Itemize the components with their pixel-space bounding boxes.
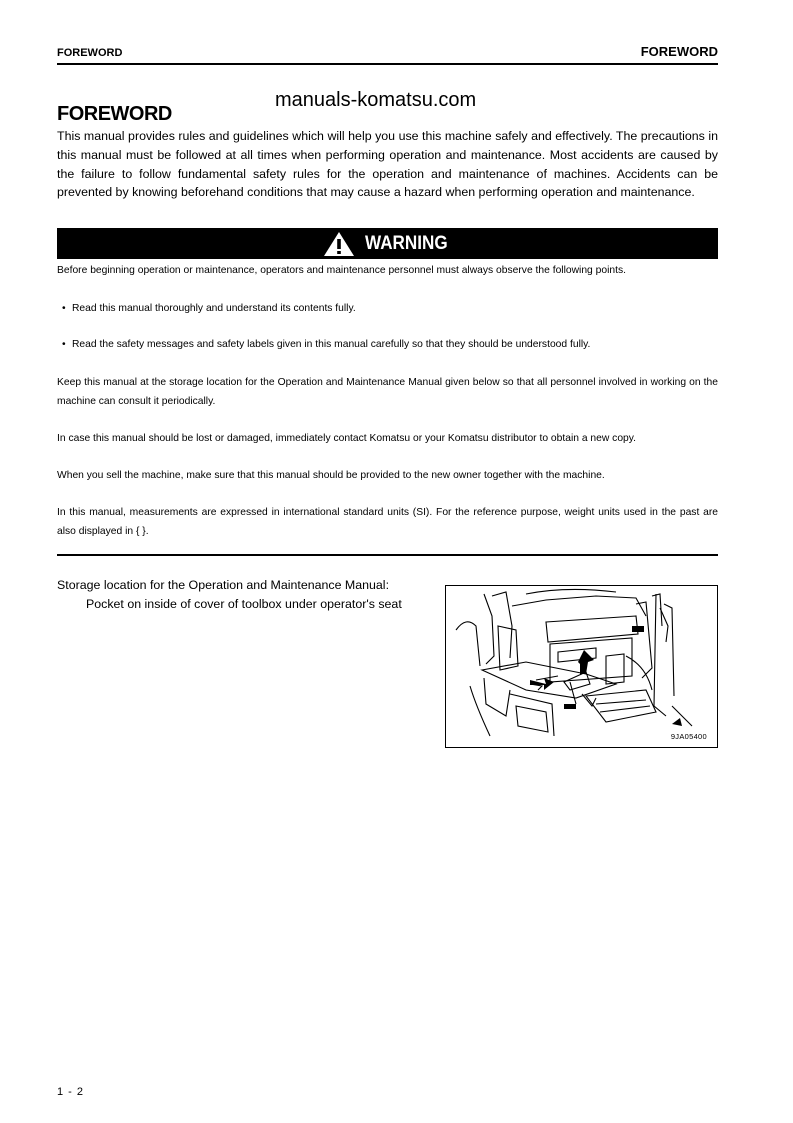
section-divider (57, 554, 718, 556)
bullet-marker: • (62, 339, 66, 350)
page-title: FOREWORD (57, 103, 172, 125)
warning-bullet (62, 336, 718, 355)
watermark-text: manuals-komatsu.com (275, 89, 477, 111)
bullet-text: Read this manual thoroughly and understand its contents fully. (72, 303, 356, 314)
storage-location: Pocket on inside of cover of toolbox under operator's seat (86, 597, 402, 611)
warning-paragraph: Keep this manual at the storage location for the Operation and Maintenance Manual given below so that all personnel involved in working on the machine can consult it periodically. (57, 377, 718, 407)
header-right-title: FOREWORD (640, 44, 718, 59)
figure-id: 9JA05400 (670, 732, 707, 741)
toolbox-illustration (445, 585, 718, 748)
intro-paragraph: This manual provides rules and guidelines which will help you use this machine safely and effectively. The precautions in this manual must be followed at all times when performing operation and maintenance. Most accidents are caused by the failure to follow fundamental safety rules for the operation and maintenance of machines. Accidents can be prevented by knowing beforehand conditions that may cause a hazard when performing operation and maintenance. (57, 129, 718, 200)
toolbox-drawing (446, 586, 717, 747)
warning-bullet (62, 300, 718, 319)
warning-paragraph: When you sell the machine, make sure that this manual should be provided to the new owner together with the machine. (57, 470, 605, 481)
bullet-text: Read the safety messages and safety labels given in this manual carefully so that they should be understood fully. (72, 339, 591, 350)
warning-label: WARNING (365, 233, 448, 254)
header-left-title: FOREWORD (57, 47, 123, 59)
bullet-marker: • (62, 303, 66, 314)
page-number: 1 - 2 (57, 1086, 85, 1098)
warning-paragraph: In this manual, measurements are expressed in international standard units (SI). For the reference purpose, weight units used in the past are also displayed in { }. (57, 507, 718, 537)
warning-triangle-icon (323, 231, 355, 257)
warning-banner (57, 228, 718, 259)
header-divider (57, 63, 718, 65)
warning-lead: Before beginning operation or maintenance, operators and maintenance personnel must always observe the following points. (57, 265, 626, 276)
storage-heading: Storage location for the Operation and Maintenance Manual: (57, 578, 390, 592)
storage-info (57, 576, 402, 614)
warning-paragraph: In case this manual should be lost or damaged, immediately contact Komatsu or your Komatsu distributor to obtain a new copy. (57, 433, 637, 444)
